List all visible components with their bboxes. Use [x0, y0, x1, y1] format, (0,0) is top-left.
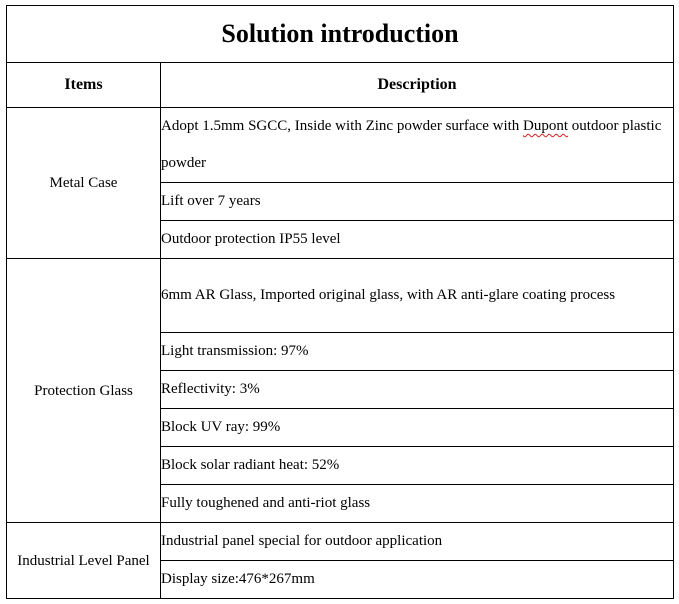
description-text: outdoor plastic powder: [161, 118, 662, 171]
spellcheck-flagged-word: Dupont: [523, 118, 569, 134]
solution-table: [6, 5, 674, 599]
description-cell: Block UV ray: 99%: [161, 409, 674, 447]
header-row: [7, 63, 674, 108]
table-row: [7, 523, 674, 561]
item-protection-glass: Protection Glass: [7, 259, 161, 523]
item-metal-case: Metal Case: [7, 108, 161, 259]
description-cell: [161, 108, 674, 183]
description-cell: Display size:476*267mm: [161, 561, 674, 599]
items-header: Items: [7, 63, 161, 108]
description-header: Description: [161, 63, 674, 108]
table-title: Solution introduction: [7, 6, 674, 63]
table-row: [7, 108, 674, 183]
description-cell: Fully toughened and anti-riot glass: [161, 485, 674, 523]
description-cell: Industrial panel special for outdoor application: [161, 523, 674, 561]
description-cell: Reflectivity: 3%: [161, 371, 674, 409]
item-industrial-level-panel: Industrial Level Panel: [7, 523, 161, 599]
description-cell: Block solar radiant heat: 52%: [161, 447, 674, 485]
title-row: [7, 6, 674, 63]
description-text: Adopt 1.5mm SGCC, Inside with Zinc powder surface with: [161, 118, 524, 134]
description-cell: Light transmission: 97%: [161, 333, 674, 371]
description-cell: Lift over 7 years: [161, 183, 674, 221]
table-row: [7, 259, 674, 333]
description-cell: 6mm AR Glass, Imported original glass, with AR anti-glare coating process: [161, 259, 674, 333]
description-cell: Outdoor protection IP55 level: [161, 221, 674, 259]
